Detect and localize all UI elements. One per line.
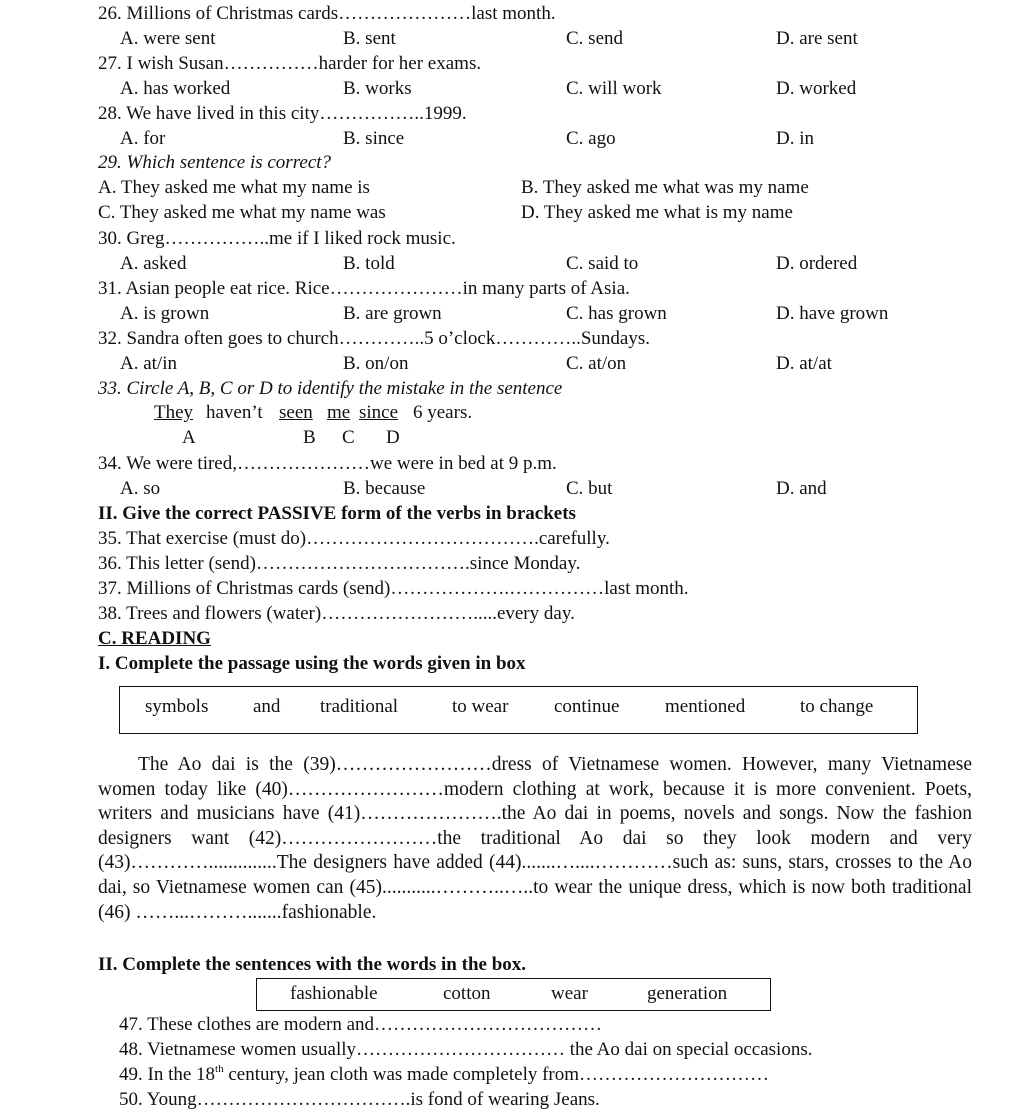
q29-stem: 29. Which sentence is correct? (98, 152, 332, 173)
q32-option-d[interactable]: D. at/at (776, 353, 832, 374)
q26-option-d[interactable]: D. are sent (776, 28, 858, 49)
q29-option-c[interactable]: C. They asked me what my name was (98, 202, 386, 223)
q33-letter-a: A (182, 427, 196, 448)
q29-options-row1 (0, 176, 1024, 200)
word-box-2-item: cotton (443, 983, 491, 1004)
q28-option-d[interactable]: D. in (776, 128, 814, 149)
q27-options (0, 77, 1024, 101)
q27-option-c[interactable]: C. will work (566, 78, 662, 99)
q33-letter-d: D (386, 427, 400, 448)
q29-options-row2 (0, 201, 1024, 225)
word-box-2-item: wear (551, 983, 588, 1004)
q33-word-me[interactable]: me (327, 402, 351, 423)
q49-text-end: century, jean cloth was made completely from………………………… (223, 1064, 770, 1085)
q32-options (0, 352, 1024, 376)
q33-word-seen[interactable]: seen (279, 402, 313, 423)
q32-option-b[interactable]: B. on/on (343, 353, 409, 374)
reading-part1-heading: I. Complete the passage using the words given in box (98, 653, 526, 674)
word-box-1-item: to wear (452, 696, 509, 717)
q32-stem: 32. Sandra often goes to church…………..5 o’clock…………..Sundays. (98, 328, 650, 349)
word-box-1-item: mentioned (665, 696, 746, 717)
q28-option-a[interactable]: A. for (120, 128, 166, 149)
q26-options (0, 27, 1024, 51)
q33-stem: 33. Circle A, B, C or D to identify the mistake in the sentence (98, 378, 563, 399)
q31-option-d[interactable]: D. have grown (776, 303, 889, 324)
q33-word-since[interactable]: since (359, 402, 399, 423)
q28-stem: 28. We have lived in this city……………..1999. (98, 103, 467, 124)
q34-option-a[interactable]: A. so (120, 478, 161, 499)
q34-stem: 34. We were tired,…………………we were in bed at 9 p.m. (98, 453, 557, 474)
q30-option-b[interactable]: B. told (343, 253, 395, 274)
q50: 50. Young…………………………….is fond of wearing Jeans. (119, 1089, 600, 1110)
q47: 47. These clothes are modern and……………………………… (119, 1014, 603, 1035)
q26-option-a[interactable]: A. were sent (120, 28, 216, 49)
q29-option-b[interactable]: B. They asked me what was my name (521, 177, 809, 198)
q34-option-d[interactable]: D. and (776, 478, 827, 499)
q33-letters (0, 426, 1024, 450)
q29-option-d[interactable]: D. They asked me what is my name (521, 202, 793, 223)
word-box-2-item: generation (647, 983, 728, 1004)
q31-options (0, 302, 1024, 326)
q30-option-c[interactable]: C. said to (566, 253, 639, 274)
q26-stem: 26. Millions of Christmas cards…………………last month. (98, 3, 556, 24)
q30-options (0, 252, 1024, 276)
reading-passage-text: The Ao dai is the (39)……………………dress of Vietnamese women. However, many Vietnamese women today like (40)……………………modern clothing at work, because it is more convenient. Poets, writers and musicians have (41)………………….the Ao dai in poems, novels and songs. Now the fashion designers want (42)……………………the traditional Ao dai so they look modern and very (43)…………..............The designers have added (44).......…....…………such as: suns, stars, crosses to the Ao dai, so Vietnamese women can (45)...........………..…..to wear the unique dress, which is now both traditional (46) ……...……….......fashionable. (98, 754, 972, 923)
q33-word-they[interactable]: They (154, 402, 194, 423)
reading-part2-heading: II. Complete the sentences with the words in the box. (98, 954, 527, 975)
q28-option-c[interactable]: C. ago (566, 128, 616, 149)
q26-option-b[interactable]: B. sent (343, 28, 396, 49)
q37: 37. Millions of Christmas cards (send)……………….……………last month. (98, 578, 689, 599)
word-box-2 (256, 978, 771, 1011)
q33-sentence (0, 401, 1024, 425)
q30-option-d[interactable]: D. ordered (776, 253, 858, 274)
q32-option-c[interactable]: C. at/on (566, 353, 627, 374)
passive-heading: II. Give the correct PASSIVE form of the verbs in brackets (98, 503, 576, 524)
reading-passage (98, 753, 972, 925)
q33-word-havent: haven’t (206, 402, 263, 423)
q33-letter-c: C (342, 427, 355, 448)
q49 (119, 1063, 769, 1087)
q34-option-b[interactable]: B. because (343, 478, 426, 499)
q31-stem: 31. Asian people eat rice. Rice…………………in many parts of Asia. (98, 278, 630, 299)
word-box-1 (119, 686, 918, 734)
q28-option-b[interactable]: B. since (343, 128, 405, 149)
q48: 48. Vietnamese women usually…………………………… the Ao dai on special occasions. (119, 1039, 813, 1060)
word-box-1-item: and (253, 696, 281, 717)
q31-option-c[interactable]: C. has grown (566, 303, 667, 324)
q27-option-b[interactable]: B. works (343, 78, 412, 99)
word-box-2-item: fashionable (290, 983, 378, 1004)
q27-option-a[interactable]: A. has worked (120, 78, 231, 99)
word-box-1-item: continue (554, 696, 620, 717)
q26-option-c[interactable]: C. send (566, 28, 623, 49)
q36: 36. This letter (send)…………………………….since Monday. (98, 553, 581, 574)
q28-options (0, 127, 1024, 151)
q27-option-d[interactable]: D. worked (776, 78, 857, 99)
word-box-1-item: traditional (320, 696, 399, 717)
q35: 35. That exercise (must do)……………………………….carefully. (98, 528, 610, 549)
q38: 38. Trees and flowers (water)…………………….....every day. (98, 603, 575, 624)
q34-option-c[interactable]: C. but (566, 478, 613, 499)
word-box-1-item: symbols (145, 696, 209, 717)
q34-options (0, 477, 1024, 501)
reading-section-title: C. READING (98, 628, 211, 649)
q31-option-b[interactable]: B. are grown (343, 303, 442, 324)
q49-superscript: th (215, 1063, 224, 1075)
q30-stem: 30. Greg……………..me if I liked rock music. (98, 228, 456, 249)
q30-option-a[interactable]: A. asked (120, 253, 187, 274)
q49-text-start: 49. In the 18 (119, 1064, 216, 1085)
q32-option-a[interactable]: A. at/in (120, 353, 177, 374)
q31-option-a[interactable]: A. is grown (120, 303, 210, 324)
q27-stem: 27. I wish Susan……………harder for her exams. (98, 53, 482, 74)
q33-letter-b: B (303, 427, 316, 448)
q29-option-a[interactable]: A. They asked me what my name is (98, 177, 370, 198)
q33-word-rest: 6 years. (413, 402, 473, 423)
word-box-1-item: to change (800, 696, 874, 717)
